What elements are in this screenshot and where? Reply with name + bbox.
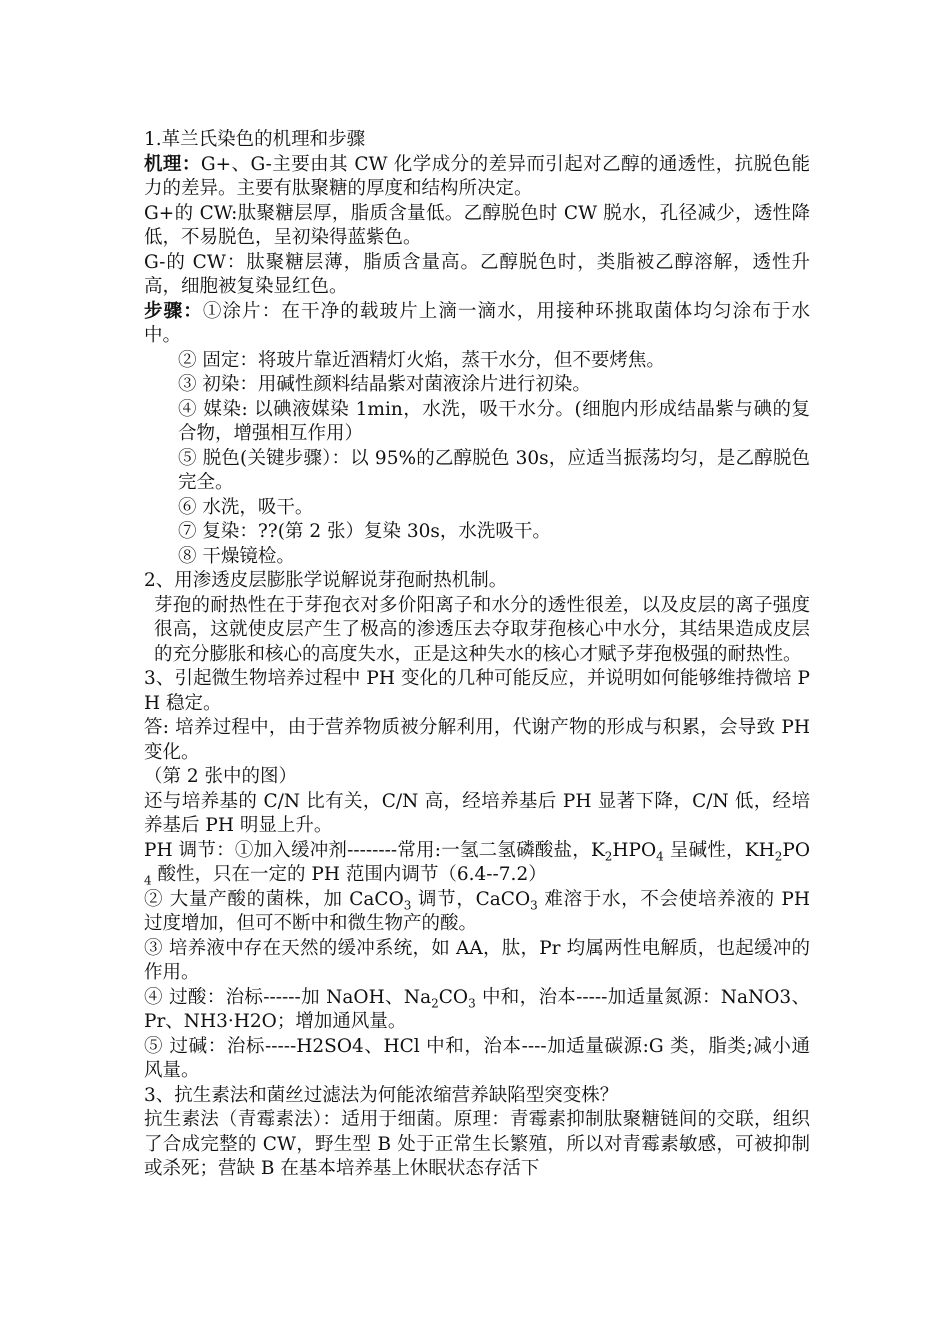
text-run: ⑧ 干燥镜检。	[178, 545, 295, 567]
paragraph-l10	[144, 496, 810, 521]
subscript: 4	[144, 873, 152, 888]
text-run: 呈碱性，KH	[663, 839, 775, 861]
paragraph-l11	[144, 520, 810, 545]
text-run: G+、G-主要由其 CW 化学成分的差异而引起对乙醇的通透性，抗脱色能力的差异。主要有肽聚糖的厚度和结构所决定。	[144, 153, 810, 199]
paragraph-l24	[144, 1084, 810, 1109]
paragraph-l13	[144, 569, 810, 594]
paragraph-l20	[144, 888, 810, 937]
text-run: 还与培养基的 C/N 比有关，C/N 高，经培养基后 PH 显著下降，C/N 低，经培养基后 PH 明显上升。	[144, 790, 810, 836]
subscript: 3	[403, 898, 412, 913]
paragraph-l7	[144, 373, 810, 398]
paragraph-l6	[144, 349, 810, 374]
text-run: G+的 CW:肽聚糖层厚，脂质含量低。乙醇脱色时 CW 脱水，孔径减少，透性降低，不易脱色，呈初染得蓝紫色。	[144, 202, 810, 248]
text-run: ⑤ 脱色(关键步骤）：以 95%的乙醇脱色 30s，应适当振荡均匀，是乙醇脱色完全。	[178, 447, 810, 493]
text-run: 3、引起微生物培养过程中 PH 变化的几种可能反应，并说明如何能够维持微培 PH 稳定。	[144, 668, 810, 714]
subscript: 2	[431, 996, 439, 1011]
text-run: 抗生素法（青霉素法）：适用于细菌。原理：青霉素抑制肽聚糖链间的交联，组织了合成完整的 CW，野生型 B 处于正常生长繁殖，所以对青霉素敏感，可被抑制或杀死；营缺 B 在基本培养基上休眠状态存活下	[144, 1109, 810, 1179]
text-run: ③ 初染：用碱性颜料结晶紫对菌液涂片进行初染。	[178, 374, 591, 395]
paragraph-l18	[144, 790, 810, 839]
paragraph-l8	[144, 398, 810, 447]
paragraph-l5	[144, 300, 810, 349]
paragraph-l22	[144, 986, 810, 1035]
subscript: 2	[774, 849, 783, 864]
subscript: 4	[656, 849, 664, 864]
text-run: PH 调节：①加入缓冲剂--------常用:一氢二氢磷酸盐，K	[144, 839, 605, 861]
subscript: 3	[530, 898, 538, 913]
text-run: 调节，CaCO	[411, 888, 531, 910]
text-run: ①涂片：在干净的载玻片上滴一滴水，用接种环挑取菌体均匀涂布于水中。	[144, 300, 810, 346]
text-run: 中和，治本-----加适量氮源：NaNO3、Pr、NH3·H2O；增加通风量。	[144, 986, 810, 1032]
text-run: ④ 媒染: 以碘液媒染 1min，水洗，吸干水分。(细胞内形成结晶紫与碘的复合物，增强相互作用）	[178, 398, 810, 444]
text-run: 2、用渗透皮层膨胀学说解说芽孢耐热机制。	[144, 570, 508, 591]
paragraph-l1	[144, 128, 810, 153]
paragraph-l3	[144, 202, 810, 251]
bold-label: 步骤：	[144, 300, 203, 322]
paragraph-l21	[144, 937, 810, 986]
text-run: 答: 培养过程中，由于营养物质被分解利用，代谢产物的形成与积累，会导致 PH 变化。	[144, 717, 810, 763]
paragraph-l4	[144, 251, 810, 300]
subscript: 2	[604, 849, 613, 864]
text-run: 难溶于水，不会使培养液的 PH 过度增加，但可不断中和微生物产的酸。	[144, 888, 810, 934]
text-run: CO	[438, 986, 469, 1008]
paragraph-l14	[144, 594, 810, 668]
text-run: （第 2 张中的图）	[144, 766, 298, 787]
document-body	[144, 128, 810, 1182]
paragraph-l16	[144, 716, 810, 765]
text-run: 1.革兰氏染色的机理和步骤	[144, 129, 366, 150]
text-run: 3、抗生素法和菌丝过滤法为何能浓缩营养缺陷型突变株？	[144, 1084, 619, 1106]
text-run: ⑦ 复染：??(第 2 张）复染 30s，水洗吸干。	[178, 521, 551, 542]
paragraph-l12	[144, 545, 810, 570]
bold-label: 机理：	[144, 153, 201, 175]
text-run: ③ 培养液中存在天然的缓冲系统，如 AA，肽，Pr 均属两性电解质，也起缓冲的作用。	[144, 937, 810, 983]
text-run: ④ 过酸：治标------加 NaOH、Na	[144, 986, 432, 1008]
paragraph-l23	[144, 1035, 810, 1084]
text-run: G-的 CW：肽聚糖层薄，脂质含量高。乙醇脱色时，类脂被乙醇溶解，透性升高，细胞被复染显红色。	[144, 251, 810, 297]
paragraph-l25	[144, 1108, 810, 1182]
text-run: 芽孢的耐热性在于芽孢衣对多价阳离子和水分的透性很差，以及皮层的离子强度很高，这就使皮层产生了极高的渗透压去夺取芽孢核心中水分，其结果造成皮层的充分膨胀和核心的高度失水，正是这种失水的核心才赋予芽孢极强的耐热性。	[154, 594, 810, 665]
text-run: ⑤ 过碱：治标-----H2SO4、HCl 中和，治本----加适量碳源:G 类，脂类;减小通风量。	[144, 1035, 810, 1081]
paragraph-l19	[144, 839, 810, 888]
text-run: HPO	[612, 839, 657, 861]
paragraph-l15	[144, 667, 810, 716]
text-run: PO	[782, 839, 810, 861]
paragraph-l2	[144, 153, 810, 202]
subscript: 3	[468, 996, 476, 1011]
text-run: ② 大量产酸的菌株，加 CaCO	[144, 888, 404, 910]
text-run: ② 固定：将玻片靠近酒精灯火焰，蒸干水分，但不要烤焦。	[178, 349, 665, 371]
paragraph-l9	[144, 447, 810, 496]
text-run: ⑥ 水洗，吸干。	[178, 496, 314, 518]
paragraph-l17	[144, 765, 810, 790]
text-run: 酸性，只在一定的 PH 范围内调节（6.4--7.2）	[151, 864, 547, 885]
